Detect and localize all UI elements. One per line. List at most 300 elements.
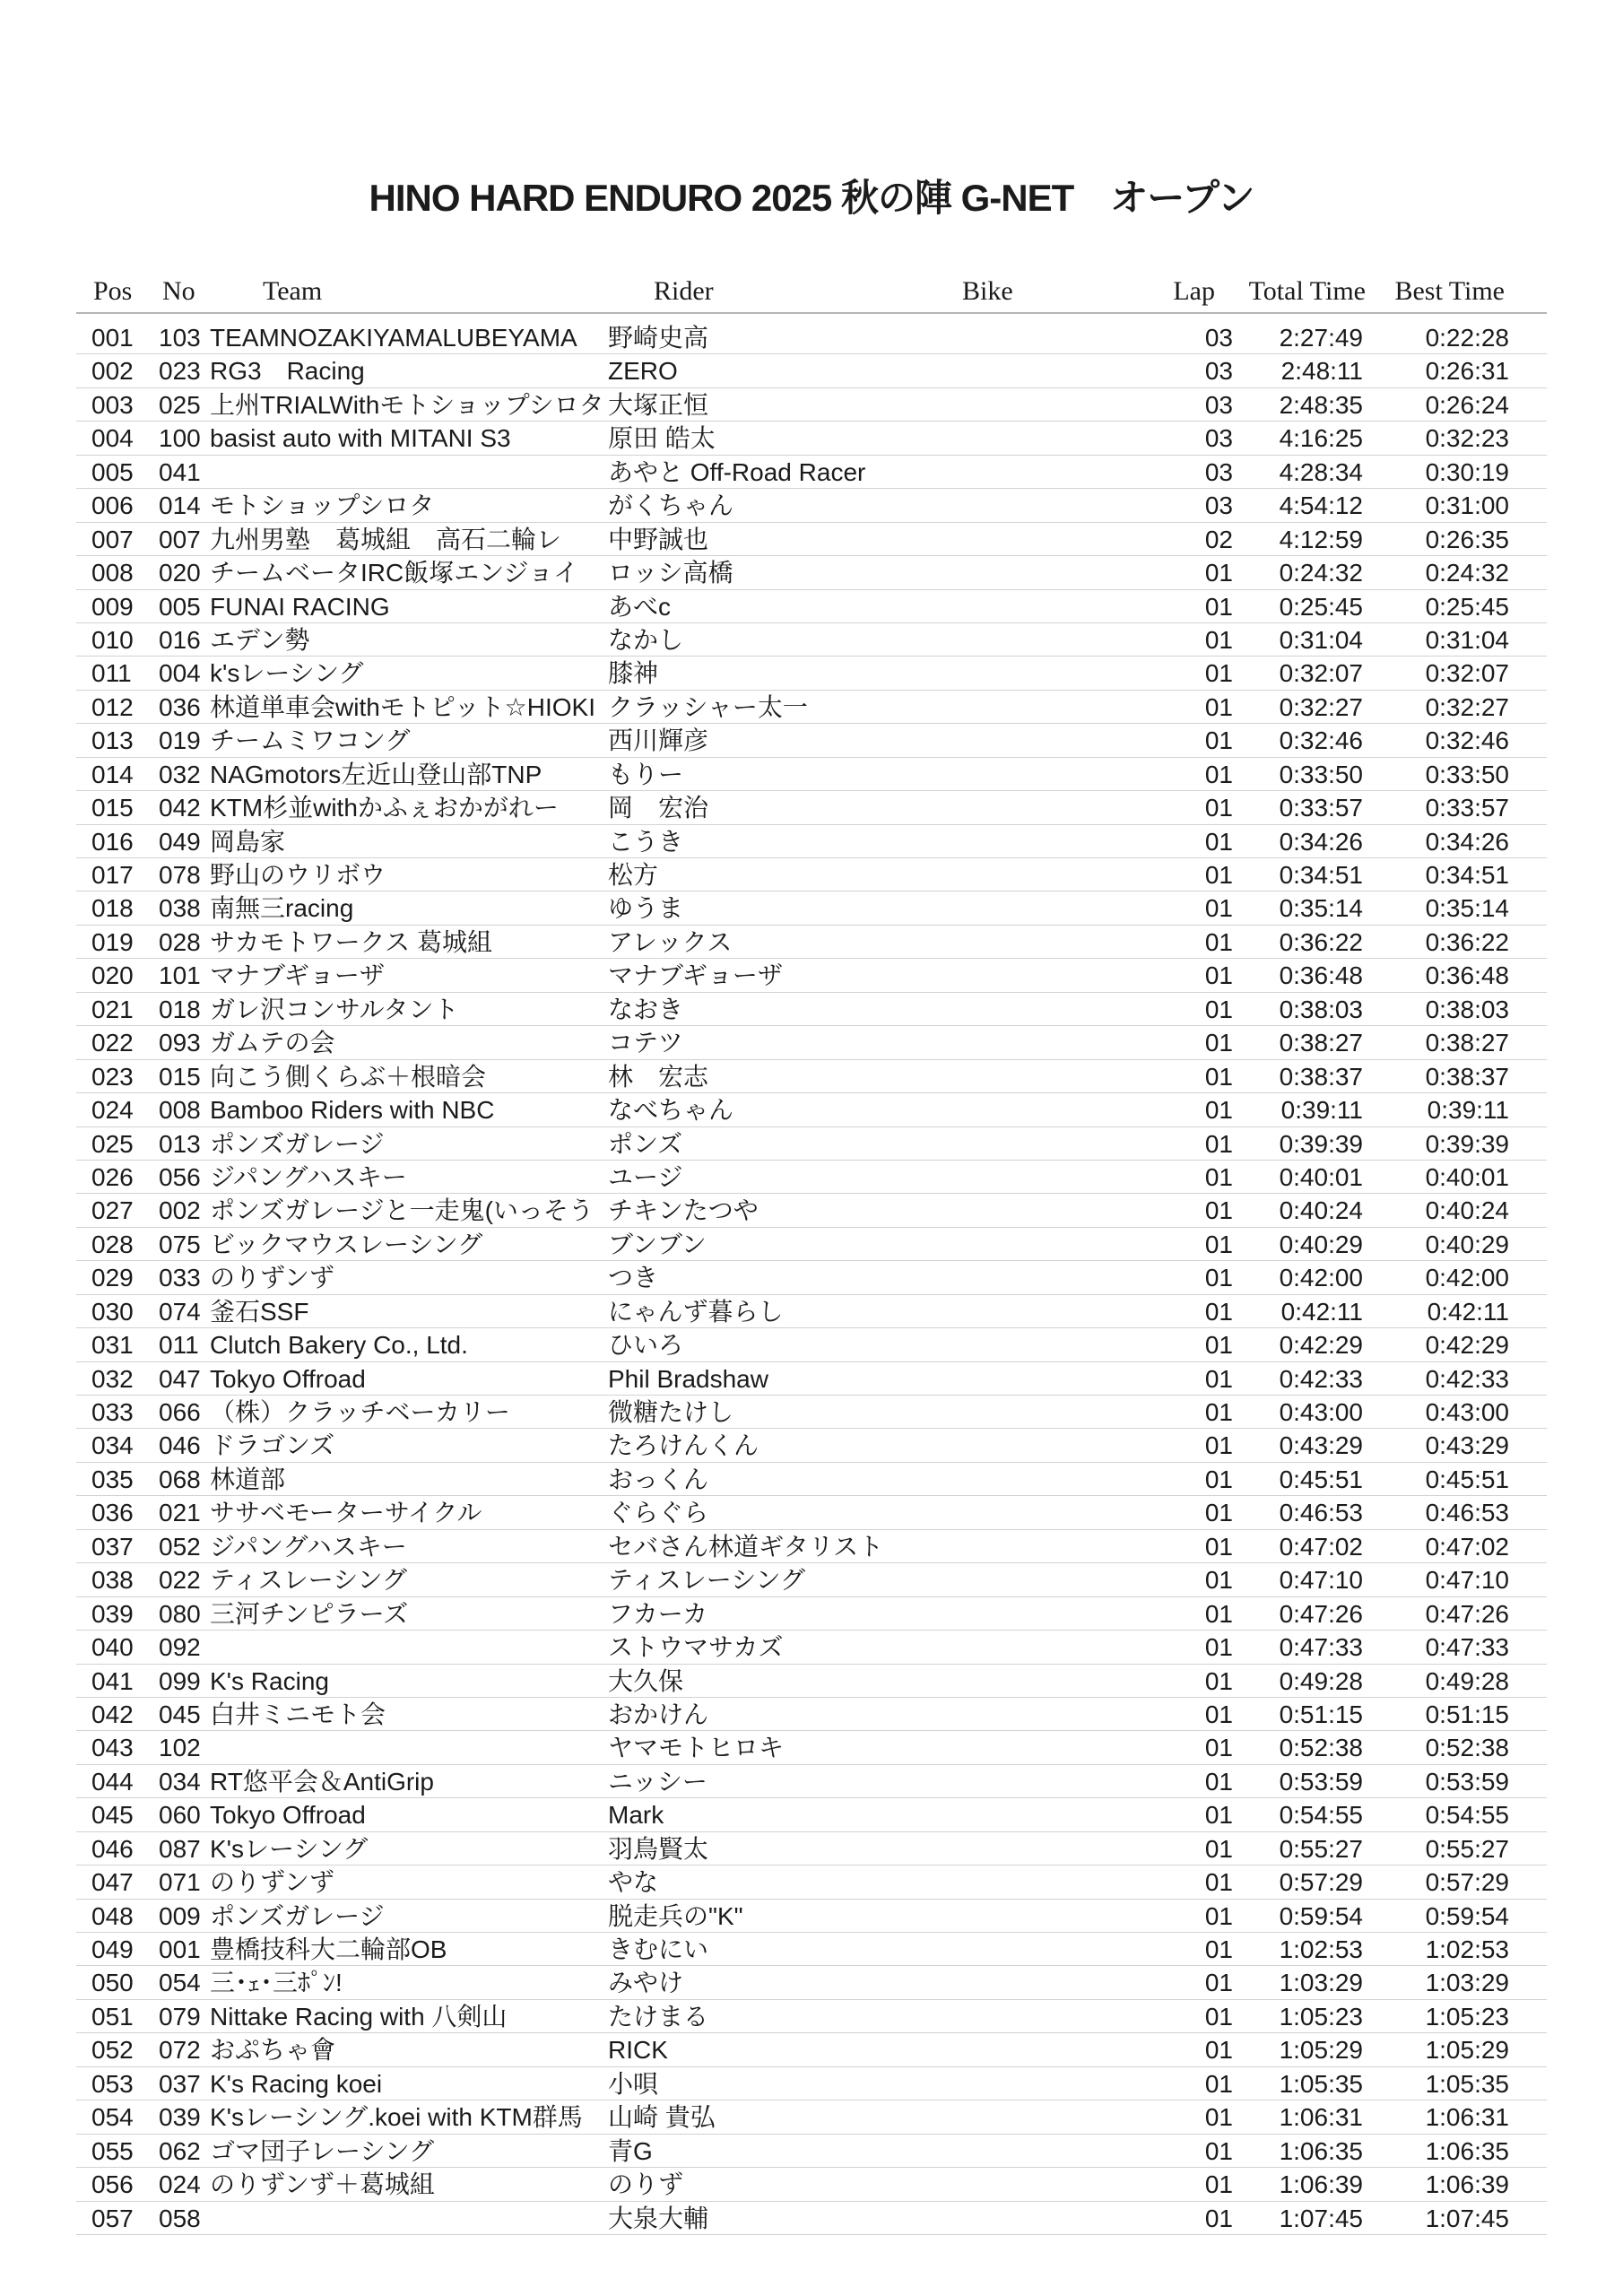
table-row [0, 1900, 1623, 1933]
total-time-cell: 0:32:46 [1279, 726, 1363, 755]
table-row [0, 858, 1623, 891]
pos-cell: 030 [91, 1297, 134, 1326]
no-cell: 009 [159, 1901, 201, 1930]
total-time-cell: 0:36:22 [1279, 927, 1363, 956]
no-cell: 093 [159, 1029, 201, 1057]
no-cell: 034 [159, 1767, 201, 1796]
pos-cell: 028 [91, 1230, 134, 1258]
rider-cell: 林 宏志 [608, 1062, 709, 1091]
rider-cell: なべちゃん [608, 1096, 734, 1125]
total-time-cell: 2:48:35 [1279, 390, 1363, 419]
team-cell: のりずンず [210, 1264, 334, 1292]
rider-cell: なおき [608, 995, 684, 1023]
total-time-cell: 1:05:35 [1279, 2069, 1363, 2098]
best-time-cell: 0:25:45 [1425, 592, 1509, 621]
team-cell: FUNAI RACING [210, 592, 390, 621]
no-cell: 056 [159, 1162, 201, 1191]
table-row [0, 1832, 1623, 1866]
no-cell: 037 [159, 2069, 201, 2098]
best-time-cell: 1:03:29 [1425, 1969, 1509, 1997]
pos-cell: 024 [91, 1096, 134, 1125]
no-cell: 045 [159, 1700, 201, 1728]
table-row [0, 1228, 1623, 1261]
total-time-cell: 1:02:53 [1279, 1935, 1363, 1963]
rider-cell: Phil Bradshaw [608, 1364, 768, 1393]
best-time-cell: 1:05:35 [1425, 2069, 1509, 2098]
pos-cell: 013 [91, 726, 134, 755]
total-time-cell: 1:06:31 [1279, 2103, 1363, 2132]
best-time-cell: 0:42:29 [1425, 1331, 1509, 1360]
total-time-cell: 0:42:29 [1279, 1331, 1363, 1360]
best-time-cell: 1:06:31 [1425, 2103, 1509, 2132]
best-time-cell: 0:33:57 [1425, 794, 1509, 822]
best-time-cell: 1:06:39 [1425, 2170, 1509, 2199]
no-cell: 013 [159, 1129, 201, 1158]
no-cell: 052 [159, 1532, 201, 1561]
pos-cell: 038 [91, 1566, 134, 1595]
page-title: HINO HARD ENDURO 2025 秋の陣 G-NET オープン [369, 177, 1254, 219]
team-cell: 南無三racing [210, 894, 354, 923]
pos-cell: 041 [91, 1666, 134, 1695]
team-cell: ササベモーターサイクル [210, 1499, 482, 1527]
no-cell: 007 [159, 525, 201, 553]
lap-cell: 03 [1204, 390, 1233, 419]
team-cell: Nittake Racing with 八剣山 [210, 2002, 508, 2031]
best-time-cell: 0:52:38 [1425, 1734, 1509, 1762]
pos-cell: 017 [91, 861, 134, 889]
table-row [0, 959, 1623, 992]
best-time-cell: 1:06:35 [1425, 2136, 1509, 2165]
team-cell: 林道部 [210, 1465, 286, 1493]
pos-cell: 050 [91, 1969, 134, 1997]
best-time-cell: 0:39:39 [1425, 1129, 1509, 1158]
lap-cell: 01 [1204, 1935, 1233, 1963]
lap-cell: 01 [1204, 726, 1233, 755]
total-time-cell: 4:28:34 [1279, 457, 1363, 486]
team-cell: basist auto with MITANI S3 [210, 424, 511, 453]
team-cell: RT悠平会＆AntiGrip [210, 1767, 434, 1796]
rider-cell: ポンズ [608, 1129, 683, 1158]
total-time-cell: 2:27:49 [1279, 324, 1363, 352]
rider-cell: おかけん [608, 1700, 709, 1728]
no-cell: 103 [159, 324, 201, 352]
total-time-cell: 0:43:00 [1279, 1398, 1363, 1426]
team-cell: Bamboo Riders with NBC [210, 1096, 495, 1125]
table-row [0, 523, 1623, 556]
pos-cell: 036 [91, 1499, 134, 1527]
lap-cell: 01 [1204, 1364, 1233, 1393]
best-time-cell: 1:07:45 [1425, 2204, 1509, 2232]
lap-cell: 01 [1204, 2069, 1233, 2098]
best-time-cell: 0:40:24 [1425, 1196, 1509, 1225]
total-time-cell: 0:40:24 [1279, 1196, 1363, 1225]
pos-cell: 029 [91, 1264, 134, 1292]
best-time-cell: 0:35:14 [1425, 894, 1509, 923]
best-time-cell: 0:55:27 [1425, 1834, 1509, 1863]
lap-cell: 01 [1204, 861, 1233, 889]
pos-cell: 031 [91, 1331, 134, 1360]
no-cell: 014 [159, 491, 201, 520]
no-cell: 102 [159, 1734, 201, 1762]
lap-cell: 01 [1204, 1431, 1233, 1460]
best-time-cell: 0:36:22 [1425, 927, 1509, 956]
total-time-cell: 4:12:59 [1279, 525, 1363, 553]
table-row [0, 623, 1623, 657]
pos-cell: 037 [91, 1532, 134, 1561]
lap-cell: 01 [1204, 1801, 1233, 1830]
pos-cell: 014 [91, 760, 134, 788]
no-cell: 019 [159, 726, 201, 755]
lap-cell: 01 [1204, 1331, 1233, 1360]
no-cell: 079 [159, 2002, 201, 2031]
total-time-cell: 1:05:23 [1279, 2002, 1363, 2031]
table-row [0, 1665, 1623, 1698]
team-cell: ドラゴンズ [210, 1431, 335, 1460]
table-row [0, 1194, 1623, 1227]
team-cell: （株）クラッチベーカリー [210, 1398, 510, 1426]
team-cell: RG3 Racing [210, 357, 365, 386]
rider-cell: 大久保 [608, 1666, 684, 1695]
rider-cell: おっくん [608, 1465, 709, 1493]
best-time-cell: 1:05:29 [1425, 2036, 1509, 2065]
lap-cell: 01 [1204, 1196, 1233, 1225]
rider-cell: 大塚正恒 [608, 390, 709, 419]
no-cell: 060 [159, 1801, 201, 1830]
team-cell: Clutch Bakery Co., Ltd. [210, 1331, 468, 1360]
total-time-cell: 0:40:29 [1279, 1230, 1363, 1258]
best-time-cell: 0:34:26 [1425, 827, 1509, 856]
lap-cell: 01 [1204, 1834, 1233, 1863]
lap-cell: 01 [1204, 1532, 1233, 1561]
no-cell: 021 [159, 1499, 201, 1527]
rider-cell: アレックス [608, 927, 733, 956]
total-time-cell: 0:57:29 [1279, 1868, 1363, 1897]
best-time-cell: 0:38:37 [1425, 1062, 1509, 1091]
total-time-cell: 0:52:38 [1279, 1734, 1363, 1762]
lap-cell: 01 [1204, 592, 1233, 621]
no-cell: 100 [159, 424, 201, 453]
table-row [0, 354, 1623, 387]
team-cell: 三河チンピラーズ [210, 1599, 409, 1628]
team-cell: サカモトワークス 葛城組 [210, 927, 492, 956]
no-cell: 092 [159, 1633, 201, 1662]
best-time-cell: 0:32:23 [1425, 424, 1509, 453]
no-cell: 072 [159, 2036, 201, 2065]
total-time-cell: 0:38:37 [1279, 1062, 1363, 1091]
pos-cell: 032 [91, 1364, 134, 1393]
table-row [0, 2202, 1623, 2235]
total-time-cell: 0:47:10 [1279, 1566, 1363, 1595]
table-row [0, 388, 1623, 422]
total-time-cell: 0:31:04 [1279, 625, 1363, 654]
lap-cell: 01 [1204, 1398, 1233, 1426]
rider-cell: Mark [608, 1801, 664, 1830]
team-cell: K's Racing koei [210, 2069, 383, 2098]
pos-cell: 019 [91, 927, 134, 956]
best-time-cell: 0:49:28 [1425, 1666, 1509, 1695]
best-time-cell: 0:26:35 [1425, 525, 1509, 553]
total-time-cell: 0:36:48 [1279, 961, 1363, 990]
total-time-cell: 0:53:59 [1279, 1767, 1363, 1796]
rider-cell: こうき [608, 827, 684, 856]
pos-cell: 020 [91, 961, 134, 990]
total-time-cell: 0:42:33 [1279, 1364, 1363, 1393]
table-row [0, 1295, 1623, 1328]
column-header-team: Team [263, 276, 323, 306]
table-row [0, 590, 1623, 623]
total-time-cell: 1:05:29 [1279, 2036, 1363, 2065]
team-cell: 野山のウリボウ [210, 861, 386, 889]
pos-cell: 055 [91, 2136, 134, 2165]
lap-cell: 01 [1204, 927, 1233, 956]
pos-cell: 044 [91, 1767, 134, 1796]
table-row [0, 2135, 1623, 2168]
total-time-cell: 4:54:12 [1279, 491, 1363, 520]
lap-cell: 01 [1204, 995, 1233, 1023]
team-cell: チームベータIRC飯塚エンジョイ [210, 559, 578, 587]
pos-cell: 052 [91, 2036, 134, 2065]
rider-cell: RICK [608, 2036, 668, 2065]
table-row [0, 1463, 1623, 1496]
team-cell: ビックマウスレーシング [210, 1230, 483, 1258]
team-cell: K's Racing [210, 1666, 329, 1695]
pos-cell: 033 [91, 1398, 134, 1426]
no-cell: 066 [159, 1398, 201, 1426]
no-cell: 016 [159, 625, 201, 654]
lap-cell: 01 [1204, 961, 1233, 990]
pos-cell: 053 [91, 2069, 134, 2098]
team-cell: 上州TRIALWithモトショップシロタ [210, 390, 604, 419]
team-cell: おぷちゃ會 [210, 2036, 336, 2065]
pos-cell: 023 [91, 1062, 134, 1091]
no-cell: 041 [159, 457, 201, 486]
table-row [0, 2033, 1623, 2066]
lap-cell: 02 [1204, 525, 1233, 553]
lap-cell: 01 [1204, 2204, 1233, 2232]
total-time-cell: 0:32:07 [1279, 659, 1363, 688]
total-time-cell: 2:48:11 [1280, 357, 1363, 386]
lap-cell: 01 [1204, 1868, 1233, 1897]
total-time-cell: 0:42:00 [1279, 1264, 1363, 1292]
team-cell: のりずンず [210, 1868, 334, 1897]
no-cell: 078 [159, 861, 201, 889]
table-row [0, 926, 1623, 959]
header-divider [76, 312, 1547, 314]
rider-cell: 原田 皓太 [608, 424, 716, 453]
team-cell: のりずンず＋葛城組 [210, 2170, 435, 2199]
total-time-cell: 0:34:51 [1279, 861, 1363, 889]
table-row [0, 993, 1623, 1026]
total-time-cell: 0:51:15 [1279, 1700, 1363, 1728]
best-time-cell: 0:40:29 [1425, 1230, 1509, 1258]
pos-cell: 026 [91, 1162, 134, 1191]
no-cell: 039 [159, 2103, 201, 2132]
lap-cell: 01 [1204, 625, 1233, 654]
no-cell: 080 [159, 1599, 201, 1628]
rider-cell: 膝神 [608, 659, 659, 688]
pos-cell: 048 [91, 1901, 134, 1930]
rider-cell: ヤマモトヒロキ [608, 1734, 785, 1762]
total-time-cell: 0:55:27 [1279, 1834, 1363, 1863]
rider-cell: がくちゃん [608, 491, 734, 520]
pos-cell: 045 [91, 1801, 134, 1830]
no-cell: 005 [159, 592, 201, 621]
table-row [0, 1093, 1623, 1126]
lap-cell: 01 [1204, 1633, 1233, 1662]
team-cell: エデン勢 [210, 625, 310, 654]
total-time-cell: 0:45:51 [1279, 1465, 1363, 1493]
lap-cell: 01 [1204, 2170, 1233, 2199]
table-row [0, 321, 1623, 354]
rider-cell: 野崎史高 [608, 324, 709, 352]
total-time-cell: 0:35:14 [1279, 894, 1363, 923]
total-time-cell: 0:42:11 [1280, 1297, 1363, 1326]
column-header-pos: Pos [93, 276, 133, 306]
column-header-rider: Rider [654, 276, 714, 306]
rider-cell: たけまる [608, 2002, 709, 2031]
lap-cell: 03 [1204, 424, 1233, 453]
lap-cell: 01 [1204, 559, 1233, 587]
team-cell: 釜石SSF [210, 1297, 309, 1326]
lap-cell: 01 [1204, 659, 1233, 688]
rider-cell: ぐらぐら [608, 1499, 709, 1527]
table-row [0, 1026, 1623, 1059]
team-cell: マナブギョーザ [210, 961, 385, 990]
best-time-cell: 0:42:33 [1425, 1364, 1509, 1393]
no-cell: 101 [159, 961, 201, 990]
pos-cell: 008 [91, 559, 134, 587]
rider-cell: つき [608, 1264, 659, 1292]
no-cell: 028 [159, 927, 201, 956]
pos-cell: 015 [91, 794, 134, 822]
pos-cell: 043 [91, 1734, 134, 1762]
team-cell: ジパングハスキー [210, 1532, 407, 1561]
rider-cell: 羽鳥賢太 [608, 1834, 709, 1863]
total-time-cell: 0:47:33 [1279, 1633, 1363, 1662]
best-time-cell: 0:46:53 [1425, 1499, 1509, 1527]
table-row [0, 1060, 1623, 1093]
best-time-cell: 0:32:27 [1425, 692, 1509, 721]
no-cell: 023 [159, 357, 201, 386]
no-cell: 018 [159, 995, 201, 1023]
total-time-cell: 0:47:26 [1279, 1599, 1363, 1628]
no-cell: 036 [159, 692, 201, 721]
total-time-cell: 0:43:29 [1279, 1431, 1363, 1460]
pos-cell: 012 [91, 692, 134, 721]
pos-cell: 001 [91, 324, 134, 352]
no-cell: 015 [159, 1062, 201, 1091]
best-time-cell: 0:33:50 [1425, 760, 1509, 788]
pos-cell: 047 [91, 1868, 134, 1897]
lap-cell: 03 [1204, 324, 1233, 352]
pos-cell: 004 [91, 424, 134, 453]
rider-cell: ストウマサカズ [608, 1633, 784, 1662]
best-time-cell: 0:26:24 [1425, 390, 1509, 419]
pos-cell: 046 [91, 1834, 134, 1863]
no-cell: 038 [159, 894, 201, 923]
best-time-cell: 0:36:48 [1425, 961, 1509, 990]
rider-cell: きむにい [608, 1935, 709, 1963]
rider-cell: ZERO [608, 357, 678, 386]
table-row [0, 2000, 1623, 2033]
pos-cell: 034 [91, 1431, 134, 1460]
team-cell: TEAMNOZAKIYAMALUBEYAMA [210, 324, 577, 352]
lap-cell: 01 [1204, 794, 1233, 822]
lap-cell: 01 [1204, 1129, 1233, 1158]
table-row [0, 1966, 1623, 1999]
total-time-cell: 0:47:02 [1279, 1532, 1363, 1561]
team-cell: 岡島家 [210, 827, 286, 856]
rider-cell: 青G [608, 2136, 653, 2165]
no-cell: 042 [159, 794, 201, 822]
no-cell: 099 [159, 1666, 201, 1695]
no-cell: 046 [159, 1431, 201, 1460]
rider-cell: ブンブン [608, 1230, 707, 1258]
lap-cell: 03 [1204, 357, 1233, 386]
best-time-cell: 0:32:46 [1425, 726, 1509, 755]
lap-cell: 01 [1204, 1264, 1233, 1292]
table-row [0, 1429, 1623, 1462]
team-cell: 豊橋技科大二輪部OB [210, 1935, 447, 1963]
total-time-cell: 0:38:03 [1279, 995, 1363, 1023]
lap-cell: 01 [1204, 1096, 1233, 1125]
lap-cell: 01 [1204, 1029, 1233, 1057]
no-cell: 033 [159, 1264, 201, 1292]
rider-cell: 小唄 [608, 2069, 659, 2098]
table-row [0, 556, 1623, 589]
rider-cell: 中野誠也 [608, 525, 709, 553]
table-row [0, 1396, 1623, 1429]
pos-cell: 006 [91, 491, 134, 520]
best-time-cell: 0:42:00 [1425, 1264, 1509, 1292]
total-time-cell: 1:06:35 [1279, 2136, 1363, 2165]
table-row [0, 1328, 1623, 1361]
team-cell: ポンズガレージ [210, 1129, 385, 1158]
total-time-cell: 0:54:55 [1279, 1801, 1363, 1830]
lap-cell: 01 [1204, 1230, 1233, 1258]
table-row [0, 891, 1623, 925]
no-cell: 020 [159, 559, 201, 587]
best-time-cell: 0:43:29 [1425, 1431, 1509, 1460]
team-cell: Tokyo Offroad [210, 1364, 366, 1393]
no-cell: 074 [159, 1297, 201, 1326]
table-row [0, 2067, 1623, 2100]
pos-cell: 022 [91, 1029, 134, 1057]
best-time-cell: 0:45:51 [1425, 1465, 1509, 1493]
pos-cell: 035 [91, 1465, 134, 1493]
best-time-cell: 0:57:29 [1425, 1868, 1509, 1897]
rider-cell: ひいろ [608, 1331, 684, 1360]
lap-cell: 01 [1204, 1465, 1233, 1493]
rider-cell: ティスレーシング [608, 1566, 805, 1595]
rider-cell: チキンたつや [608, 1196, 759, 1225]
lap-cell: 01 [1204, 1734, 1233, 1762]
total-time-cell: 0:33:50 [1279, 760, 1363, 788]
team-cell: 向こう側くらぶ＋根暗会 [210, 1062, 487, 1091]
team-cell: K'sレーシング.koei with KTM群馬 [210, 2103, 583, 2132]
lap-cell: 01 [1204, 1499, 1233, 1527]
column-header-bike: Bike [962, 276, 1013, 306]
team-cell: Tokyo Offroad [210, 1801, 366, 1830]
team-cell: ティスレーシング [210, 1566, 407, 1595]
rider-cell: ユージ [608, 1162, 683, 1191]
pos-cell: 021 [91, 995, 134, 1023]
lap-cell: 01 [1204, 2136, 1233, 2165]
pos-cell: 025 [91, 1129, 134, 1158]
best-time-cell: 0:43:00 [1425, 1398, 1509, 1426]
table-row [0, 1731, 1623, 1764]
team-cell: 九州男塾 葛城組 高石二輪レ [210, 525, 562, 553]
